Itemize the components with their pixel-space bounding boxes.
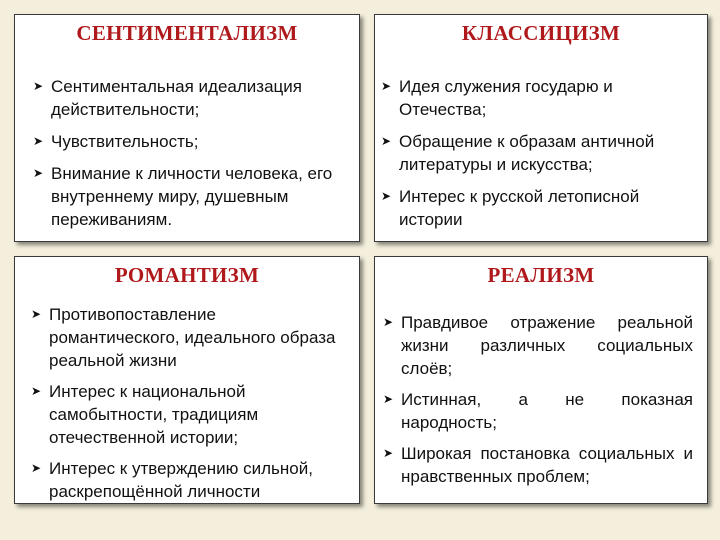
arrow-bullet-icon: ➤ <box>31 384 42 398</box>
list-item: ➤ Противопоставление романтического, идеального образа реальной жизни <box>31 305 336 370</box>
arrow-bullet-icon: ➤ <box>383 315 394 329</box>
panel-title: КЛАССИЦИЗМ <box>461 21 621 45</box>
arrow-bullet-icon: ➤ <box>381 79 392 93</box>
arrow-bullet-icon: ➤ <box>381 189 392 203</box>
bullet-list <box>15 55 359 231</box>
realism-panel <box>374 256 708 504</box>
arrow-bullet-icon: ➤ <box>381 134 392 148</box>
classicism-panel <box>374 14 708 242</box>
list-item: ➤ Правдивое отражение реальной жизни различных социальных слоёв; <box>383 313 693 378</box>
list-item: ➤ Интерес к утверждению сильной, раскрепощённой личности <box>31 459 313 501</box>
bullet-list <box>15 293 359 503</box>
arrow-bullet-icon: ➤ <box>383 446 394 460</box>
list-item: ➤ Чувствительность; <box>33 132 199 151</box>
arrow-bullet-icon: ➤ <box>31 307 42 321</box>
arrow-bullet-icon: ➤ <box>383 392 394 406</box>
arrow-bullet-icon: ➤ <box>33 166 44 180</box>
list-item: ➤ Идея служения государю и Отечества; <box>381 77 613 119</box>
list-item: ➤ Обращение к образам античной литературы и искусства; <box>381 132 655 174</box>
arrow-bullet-icon: ➤ <box>31 461 42 475</box>
panel-title: РОМАНТИЗМ <box>114 263 260 287</box>
romanticism-panel <box>14 256 360 504</box>
arrow-bullet-icon: ➤ <box>33 134 44 148</box>
list-item: ➤ Истинная, а не показная народность; <box>383 390 693 432</box>
panel-title: СЕНТИМЕНТАЛИЗМ <box>76 21 298 45</box>
bullet-list <box>375 293 707 488</box>
list-item: ➤ Широкая постановка социальных и нравственных проблем; <box>383 444 693 486</box>
arrow-bullet-icon: ➤ <box>33 79 44 93</box>
list-item: ➤ Интерес к русской летописной истории <box>381 187 640 229</box>
panel-title: РЕАЛИЗМ <box>487 263 595 287</box>
list-item: ➤ Интерес к национальной самобытности, традициям отечественной истории; <box>31 382 259 447</box>
list-item: ➤ Внимание к личности человека, его внутреннему миру, душевным переживаниям. <box>33 164 333 229</box>
sentimentalism-panel <box>14 14 360 242</box>
bullet-list <box>375 55 707 231</box>
list-item: ➤ Сентиментальная идеализация действительности; <box>33 77 302 119</box>
